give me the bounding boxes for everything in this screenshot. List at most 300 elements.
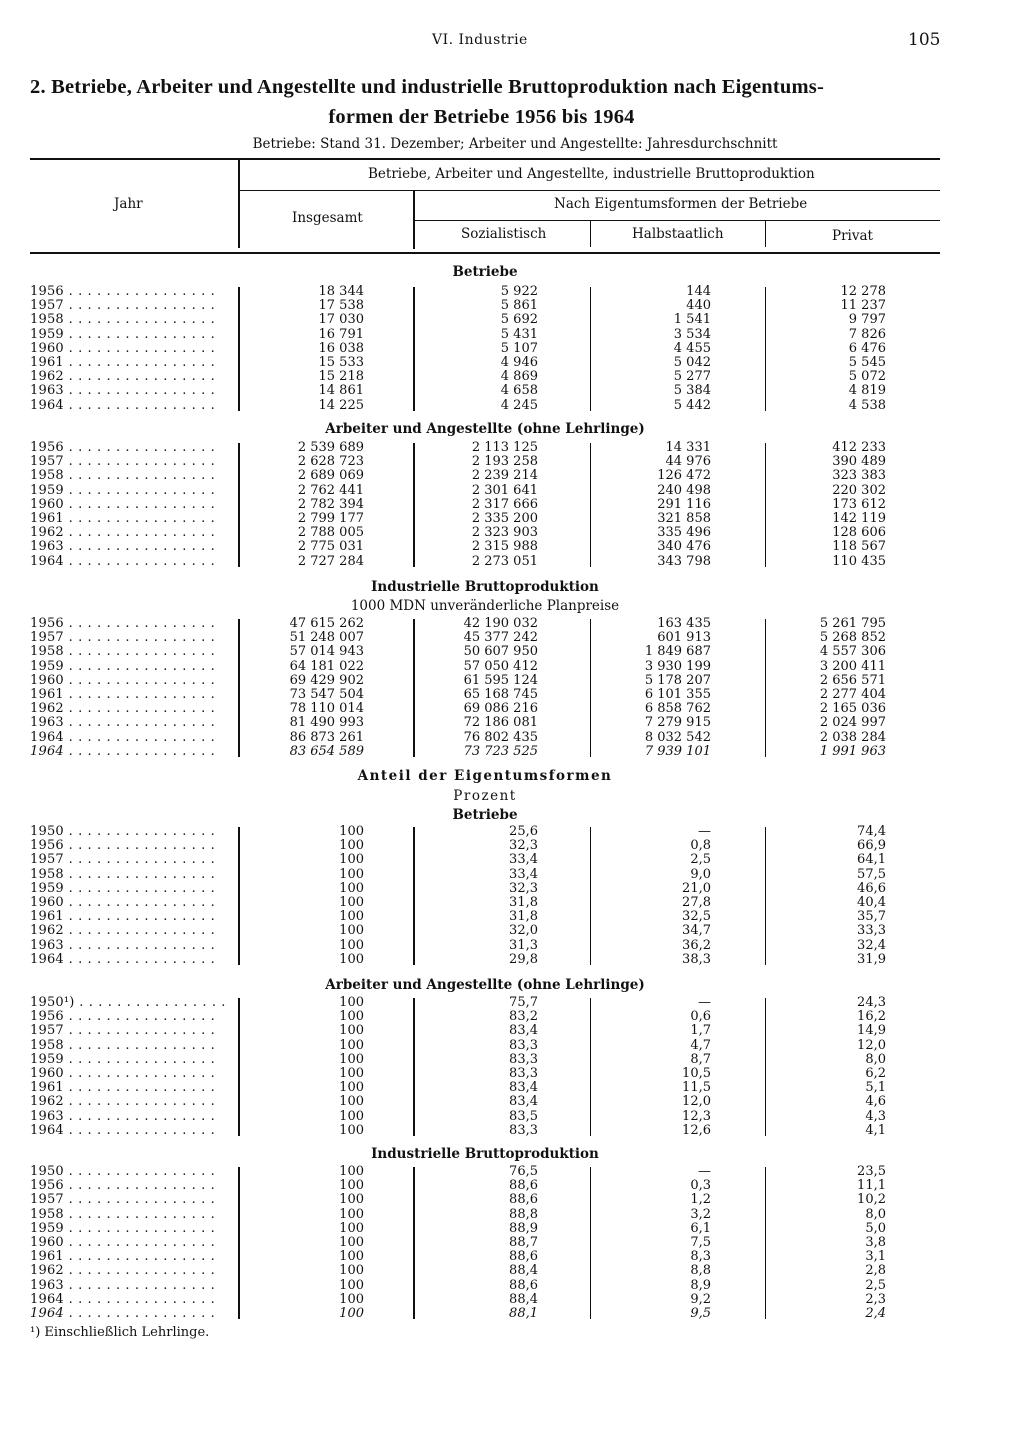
row-year	[30, 1208, 215, 1222]
cell-private: 8,0	[865, 1206, 886, 1222]
cell-total: 100	[339, 923, 364, 939]
cell-socialist: 2 239 214	[471, 468, 538, 484]
cell-private: 46,6	[857, 880, 886, 896]
row-year	[30, 1264, 215, 1278]
row-year-value: 1957	[30, 298, 64, 314]
header-semistate: Halbstaatlich	[632, 226, 724, 242]
cell-total: 100	[339, 1164, 364, 1179]
row-year-value: 1958	[30, 468, 64, 484]
cell-private: 10,2	[857, 1192, 886, 1208]
cell-socialist: 76,5	[509, 1164, 538, 1179]
table-row	[0, 512, 1024, 526]
cell-socialist: 32,0	[509, 923, 538, 939]
cell-private: 32,4	[857, 937, 886, 953]
cell-private: 8,0	[865, 1051, 886, 1067]
row-year	[30, 631, 215, 645]
row-year	[30, 1081, 215, 1095]
cell-total: 57 014 943	[289, 644, 364, 660]
table-row	[0, 555, 1024, 569]
row-year-value: 1959	[30, 1051, 64, 1067]
header-group-rule	[240, 190, 940, 191]
row-year	[30, 1165, 215, 1179]
row-year	[30, 1293, 215, 1307]
cell-semistate: 5 178 207	[644, 672, 711, 688]
table-row	[0, 1264, 1024, 1278]
row-year-value: 1964	[30, 743, 64, 759]
cell-total: 2 782 394	[297, 496, 364, 512]
cell-semistate: 6 101 355	[644, 687, 711, 702]
cell-socialist: 5 431	[500, 326, 538, 342]
table-row	[0, 1124, 1024, 1138]
cell-semistate: 9,0	[690, 866, 711, 882]
cell-socialist: 83,3	[509, 1051, 538, 1067]
cell-total: 100	[339, 1192, 364, 1208]
cell-private: 35,7	[857, 909, 886, 925]
row-year-value: 1961	[30, 687, 64, 702]
cell-private: 11 237	[840, 298, 886, 314]
table-row	[0, 1024, 1024, 1038]
cell-socialist: 83,5	[509, 1108, 538, 1124]
table-row	[0, 455, 1024, 469]
cell-semistate: 12,6	[682, 1122, 711, 1138]
row-year	[30, 1053, 215, 1067]
table-row	[0, 617, 1024, 631]
cell-semistate: 4 455	[673, 340, 711, 356]
row-year-value: 1956	[30, 284, 64, 299]
dot-leader: . . . . . . . . . . . . . . . .	[63, 1108, 216, 1124]
row-year	[30, 839, 215, 853]
cell-socialist: 31,8	[509, 895, 538, 910]
row-year-value: 1962	[30, 1094, 64, 1110]
cell-private: 5,0	[865, 1220, 886, 1236]
row-year-value: 1960	[30, 895, 64, 910]
dot-leader: . . . . . . . . . . . . . . . .	[63, 326, 216, 342]
dot-leader: . . . . . . . . . . . . . . . .	[63, 658, 216, 674]
cell-semistate: 1,2	[690, 1192, 711, 1208]
table-row	[0, 1053, 1024, 1067]
cell-semistate: 3 534	[673, 326, 711, 342]
cell-private: 64,1	[857, 852, 886, 868]
table-row	[0, 1067, 1024, 1081]
row-year	[30, 1024, 215, 1038]
table-row	[0, 1165, 1024, 1179]
row-year-value: 1961	[30, 511, 64, 526]
table-row	[0, 896, 1024, 910]
cell-socialist: 2 315 988	[471, 539, 538, 555]
header-year-divider	[238, 160, 240, 248]
cell-socialist: 88,4	[509, 1291, 538, 1307]
cell-private: 4 538	[848, 397, 886, 413]
header-subgroup-rule	[415, 220, 940, 221]
dot-leader: . . . . . . . . . . . . . . . .	[63, 1023, 216, 1039]
table-header	[30, 158, 940, 254]
cell-semistate: 5 277	[673, 369, 711, 385]
cell-total: 16 791	[318, 326, 364, 342]
row-year	[30, 328, 215, 342]
cell-semistate: 7 939 101	[644, 743, 711, 759]
row-year	[30, 555, 215, 569]
row-year	[30, 1236, 215, 1250]
table-row	[0, 1307, 1024, 1321]
cell-private: 57,5	[857, 866, 886, 882]
table-row	[0, 384, 1024, 398]
cell-private: 7 826	[848, 326, 886, 342]
cell-total: 15 533	[318, 355, 364, 370]
cell-socialist: 31,8	[509, 909, 538, 925]
row-year-value: 1950	[30, 1164, 64, 1179]
cell-semistate: 38,3	[682, 951, 711, 967]
cell-private: 74,4	[857, 824, 886, 839]
table-row	[0, 1110, 1024, 1124]
cell-semistate: 601 913	[657, 630, 711, 646]
cell-private: 31,9	[857, 951, 886, 967]
cell-private: 2,5	[865, 1277, 886, 1293]
dot-leader: . . . . . . . . . . . . . . . .	[63, 369, 216, 385]
row-year	[30, 1307, 215, 1321]
row-year-value: 1956	[30, 1009, 64, 1025]
cell-socialist: 4 869	[500, 369, 538, 385]
row-year	[30, 910, 215, 924]
row-year	[30, 1279, 215, 1293]
cell-total: 2 788 005	[297, 525, 364, 541]
cell-socialist: 5 692	[500, 312, 538, 328]
cell-semistate: 5 384	[673, 383, 711, 399]
cell-private: 6 476	[848, 340, 886, 356]
row-year-value: 1963	[30, 539, 64, 555]
row-year-value: 1958	[30, 312, 64, 328]
dot-leader: . . . . . . . . . . . . . . . .	[63, 1249, 216, 1265]
dot-leader: . . . . . . . . . . . . . . . .	[63, 672, 216, 688]
cell-semistate: 5 442	[673, 397, 711, 413]
dot-leader: . . . . . . . . . . . . . . . .	[63, 312, 216, 328]
cell-socialist: 45 377 242	[463, 630, 538, 646]
dot-leader: . . . . . . . . . . . . . . . .	[63, 838, 216, 854]
dot-leader: . . . . . . . . . . . . . . . .	[63, 1178, 216, 1194]
row-year-value: 1956	[30, 838, 64, 854]
section-subtitle: Prozent	[453, 788, 517, 804]
cell-private: 220 302	[832, 482, 886, 498]
row-year-value: 1959	[30, 482, 64, 498]
cell-semistate: 11,5	[682, 1080, 711, 1096]
cell-total: 100	[339, 1066, 364, 1081]
cell-private: 412 233	[832, 440, 886, 455]
cell-semistate: 27,8	[682, 895, 711, 910]
cell-semistate: 144	[686, 284, 711, 299]
dot-leader: . . . . . . . . . . . . . . . .	[63, 1235, 216, 1250]
dot-leader: . . . . . . . . . . . . . . . .	[63, 1220, 216, 1236]
row-year	[30, 498, 215, 512]
cell-socialist: 4 658	[500, 383, 538, 399]
page-number: 105	[908, 30, 941, 50]
cell-semistate: 4,7	[690, 1037, 711, 1053]
cell-total: 18 344	[318, 284, 364, 299]
cell-total: 2 799 177	[297, 511, 364, 526]
cell-total: 83 654 589	[289, 743, 364, 759]
cell-socialist: 2 193 258	[471, 454, 538, 470]
cell-socialist: 2 323 903	[471, 525, 538, 541]
cell-semistate: 10,5	[682, 1066, 711, 1081]
row-year	[30, 996, 226, 1010]
table-row	[0, 299, 1024, 313]
cell-total: 100	[339, 824, 364, 839]
cell-total: 100	[339, 1178, 364, 1194]
row-year-value: 1963	[30, 715, 64, 731]
cell-socialist: 76 802 435	[463, 729, 538, 745]
cell-semistate: 340 476	[657, 539, 711, 555]
cell-total: 100	[339, 1080, 364, 1096]
cell-semistate: 335 496	[657, 525, 711, 541]
cell-private: 5,1	[865, 1080, 886, 1096]
table-row	[0, 731, 1024, 745]
row-year-value: 1961	[30, 909, 64, 925]
cell-total: 14 861	[318, 383, 364, 399]
header-private: Privat	[832, 228, 873, 244]
cell-private: 3,8	[865, 1235, 886, 1250]
cell-semistate: 32,5	[682, 909, 711, 925]
row-year	[30, 1067, 215, 1081]
cell-socialist: 4 946	[500, 355, 538, 370]
row-year	[30, 455, 215, 469]
row-year	[30, 441, 215, 455]
cell-total: 78 110 014	[289, 701, 364, 717]
cell-private: 5 545	[848, 355, 886, 370]
table-row	[0, 825, 1024, 839]
row-year	[30, 1039, 215, 1053]
header-group-title: Betriebe, Arbeiter und Angestellte, industrielle Bruttoproduktion	[368, 166, 815, 182]
cell-private: 173 612	[832, 496, 886, 512]
dot-leader: . . . . . . . . . . . . . . . .	[63, 909, 216, 925]
table-row	[0, 1179, 1024, 1193]
table-row	[0, 328, 1024, 342]
cell-socialist: 88,4	[509, 1263, 538, 1279]
row-year	[30, 526, 215, 540]
row-year-value: 1964	[30, 729, 64, 745]
header-total: Insgesamt	[292, 210, 363, 226]
header-top-rule	[30, 158, 940, 160]
cell-total: 100	[339, 909, 364, 925]
cell-total: 100	[339, 1122, 364, 1138]
cell-private: 2,8	[865, 1263, 886, 1279]
row-year-value: 1964	[30, 1122, 64, 1138]
table-row	[0, 660, 1024, 674]
cell-socialist: 65 168 745	[463, 687, 538, 702]
cell-socialist: 83,4	[509, 1080, 538, 1096]
cell-total: 51 248 007	[289, 630, 364, 646]
dot-leader: . . . . . . . . . . . . . . . .	[63, 866, 216, 882]
dot-leader: . . . . . . . . . . . . . . . .	[63, 468, 216, 484]
cell-private: 4,3	[865, 1108, 886, 1124]
row-year-value: 1959	[30, 880, 64, 896]
cell-private: 9 797	[848, 312, 886, 328]
cell-semistate: 12,3	[682, 1108, 711, 1124]
dot-leader: . . . . . . . . . . . . . . . .	[63, 1291, 216, 1307]
cell-total: 100	[339, 1206, 364, 1222]
cell-private: 390 489	[832, 454, 886, 470]
cell-total: 14 225	[318, 397, 364, 413]
cell-semistate: 163 435	[657, 616, 711, 631]
dot-leader: . . . . . . . . . . . . . . . .	[63, 298, 216, 314]
row-year	[30, 924, 215, 938]
cell-socialist: 2 301 641	[471, 482, 538, 498]
cell-total: 100	[339, 1094, 364, 1110]
dot-leader: . . . . . . . . . . . . . . . .	[63, 1263, 216, 1279]
dot-leader: . . . . . . . . . . . . . . . .	[63, 729, 216, 745]
row-year-value: 1957	[30, 630, 64, 646]
cell-semistate: 12,0	[682, 1094, 711, 1110]
row-year-value: 1961	[30, 1249, 64, 1265]
dot-leader: . . . . . . . . . . . . . . . .	[63, 1306, 216, 1321]
cell-semistate: 8,8	[690, 1263, 711, 1279]
cell-socialist: 83,3	[509, 1037, 538, 1053]
cell-semistate: 126 472	[657, 468, 711, 484]
header-subgroup-title: Nach Eigentumsformen der Betriebe	[554, 196, 808, 212]
dot-leader: . . . . . . . . . . . . . . . .	[63, 511, 216, 526]
cell-semistate: —	[698, 995, 711, 1010]
cell-socialist: 57 050 412	[463, 658, 538, 674]
table-row	[0, 688, 1024, 702]
row-year-value: 1963	[30, 937, 64, 953]
cell-socialist: 61 595 124	[463, 672, 538, 688]
row-year	[30, 716, 215, 730]
row-year	[30, 868, 215, 882]
row-year	[30, 399, 215, 413]
cell-semistate: 3,2	[690, 1206, 711, 1222]
cell-private: 33,3	[857, 923, 886, 939]
row-year	[30, 1179, 215, 1193]
dot-leader: . . . . . . . . . . . . . . . .	[63, 539, 216, 555]
section-title: Anteil der Eigentumsformen	[357, 768, 613, 784]
cell-semistate: 440	[686, 298, 711, 314]
table-row	[0, 285, 1024, 299]
row-year	[30, 356, 215, 370]
table-row	[0, 469, 1024, 483]
row-year-value: 1962	[30, 525, 64, 541]
row-year-value: 1964	[30, 1291, 64, 1307]
dot-leader: . . . . . . . . . . . . . . . .	[63, 1122, 216, 1138]
dot-leader: . . . . . . . . . . . . . . . .	[63, 525, 216, 541]
dot-leader: . . . . . . . . . . . . . . . .	[63, 895, 216, 910]
row-year-value: 1964	[30, 1306, 64, 1321]
row-year	[30, 853, 215, 867]
cell-semistate: 34,7	[682, 923, 711, 939]
cell-socialist: 75,7	[509, 995, 538, 1010]
cell-socialist: 32,3	[509, 880, 538, 896]
cell-semistate: 8,9	[690, 1277, 711, 1293]
row-year-value: 1963	[30, 383, 64, 399]
cell-private: 2 277 404	[819, 687, 886, 702]
cell-socialist: 88,6	[509, 1178, 538, 1194]
dot-leader: . . . . . . . . . . . . . . . .	[63, 616, 216, 631]
table-row	[0, 953, 1024, 967]
cell-total: 100	[339, 1235, 364, 1250]
cell-total: 100	[339, 852, 364, 868]
row-year	[30, 384, 215, 398]
table-row	[0, 645, 1024, 659]
cell-total: 100	[339, 937, 364, 953]
cell-total: 100	[339, 1108, 364, 1124]
cell-socialist: 83,3	[509, 1122, 538, 1138]
cell-total: 100	[339, 1037, 364, 1053]
row-year	[30, 1110, 215, 1124]
table-row	[0, 399, 1024, 413]
dot-leader: . . . . . . . . . . . . . . . .	[63, 743, 216, 759]
row-year	[30, 731, 215, 745]
row-year	[30, 313, 215, 327]
table-row	[0, 370, 1024, 384]
cell-socialist: 2 273 051	[471, 553, 538, 569]
cell-semistate: 2,5	[690, 852, 711, 868]
header-soc-divider	[590, 221, 591, 247]
table-row	[0, 631, 1024, 645]
cell-total: 16 038	[318, 340, 364, 356]
cell-private: 2 038 284	[819, 729, 886, 745]
row-year	[30, 645, 215, 659]
cell-total: 100	[339, 895, 364, 910]
cell-semistate: 343 798	[657, 553, 711, 569]
dot-leader: . . . . . . . . . . . . . . . .	[63, 687, 216, 702]
table-row	[0, 853, 1024, 867]
table-row	[0, 1095, 1024, 1109]
dot-leader: . . . . . . . . . . . . . . . .	[63, 482, 216, 498]
row-year	[30, 953, 215, 967]
row-year	[30, 1010, 215, 1024]
dot-leader: . . . . . . . . . . . . . . . .	[63, 1051, 216, 1067]
cell-semistate: 7 279 915	[644, 715, 711, 731]
table-row	[0, 868, 1024, 882]
cell-socialist: 31,3	[509, 937, 538, 953]
footnote: ¹) Einschließlich Lehrlinge.	[30, 1325, 210, 1340]
cell-private: 66,9	[857, 838, 886, 854]
table-row	[0, 342, 1024, 356]
table-subtitle: Betriebe: Stand 31. Dezember; Arbeiter und Angestellte: Jahresdurchschnitt	[252, 136, 778, 152]
cell-total: 100	[339, 1263, 364, 1279]
cell-socialist: 25,6	[509, 824, 538, 839]
header-halb-divider	[765, 221, 766, 247]
cell-total: 100	[339, 1051, 364, 1067]
cell-private: 24,3	[857, 995, 886, 1010]
cell-socialist: 33,4	[509, 852, 538, 868]
table-row	[0, 1293, 1024, 1307]
row-year-value: 1950	[30, 824, 64, 839]
row-year-value: 1963	[30, 1277, 64, 1293]
dot-leader: . . . . . . . . . . . . . . . .	[63, 701, 216, 717]
table-row	[0, 1208, 1024, 1222]
table-row	[0, 484, 1024, 498]
row-year	[30, 939, 215, 953]
row-year-value: 1960	[30, 496, 64, 512]
row-year-value: 1956	[30, 440, 64, 455]
cell-socialist: 88,7	[509, 1235, 538, 1250]
row-year-value: 1961	[30, 355, 64, 370]
dot-leader: . . . . . . . . . . . . . . . .	[63, 880, 216, 896]
table-row	[0, 526, 1024, 540]
cell-private: 2 656 571	[819, 672, 886, 688]
row-year	[30, 512, 215, 526]
cell-semistate: 8 032 542	[644, 729, 711, 745]
cell-semistate: 0,8	[690, 838, 711, 854]
cell-socialist: 2 335 200	[471, 511, 538, 526]
cell-socialist: 73 723 525	[463, 743, 538, 759]
row-year-value: 1959	[30, 1220, 64, 1236]
row-year-value: 1958	[30, 1037, 64, 1053]
cell-semistate: 1,7	[690, 1023, 711, 1039]
cell-semistate: 36,2	[682, 937, 711, 953]
row-year-value: 1958	[30, 866, 64, 882]
table-row	[0, 674, 1024, 688]
dot-leader: . . . . . . . . . . . . . . . .	[63, 824, 216, 839]
dot-leader: . . . . . . . . . . . . . . . .	[63, 1066, 216, 1081]
cell-semistate: 3 930 199	[644, 658, 711, 674]
